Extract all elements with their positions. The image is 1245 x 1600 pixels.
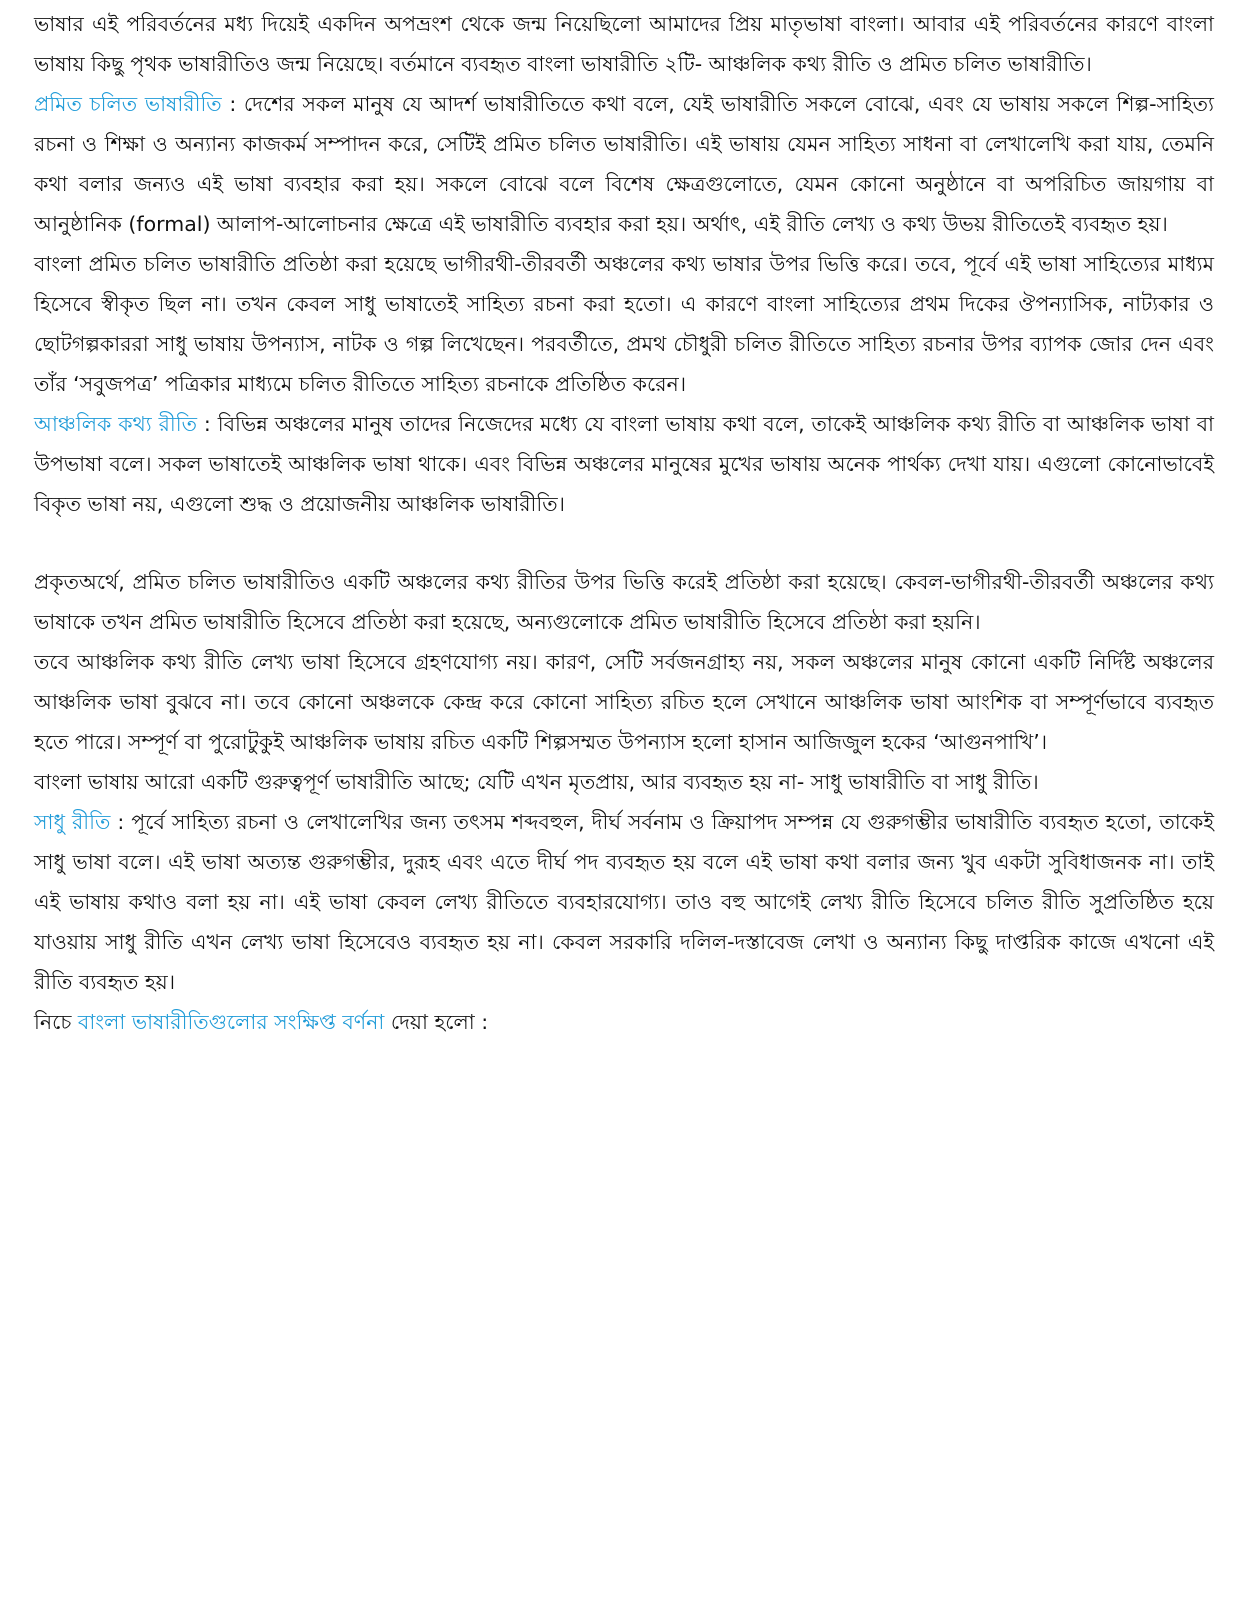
prakrita-paragraph <box>34 562 1214 642</box>
bangla-sadhu-intro-paragraph <box>34 762 1214 802</box>
pramit-history-text: বাংলা প্রমিত চলিত ভাষারীতি প্রতিষ্ঠা করা হয়েছে ভাগীরথী-তীরবর্তী অঞ্চলের কথ্য ভাষার উপর ভিত্তি করে। তবে, পূর্বে এই ভাষা সাহিত্যের মাধ্যম হিসেবে স্বীকৃত ছিল না। তখন কেবল সাধু ভাষাতেই সাহিত্য রচনা করা হতো। এ কারণে বাংলা সাহিত্যের প্রথম দিকের ঔপন্যাসিক, নাট্যকার ও ছোটগল্পকাররা সাধু ভাষায় উপন্যাস, নাটক ও গল্প লিখেছেন। পরবর্তীতে, প্রমথ চৌধুরী চলিত রীতিতে সাহিত্য রচনার উপর ব্যাপক জোর দেন এবং তাঁর ‘সবুজপত্র’ পত্রিকার মাধ্যমে চলিত রীতিতে সাহিত্য রচনাকে প্রতিষ্ঠিত করেন। <box>34 252 1214 396</box>
pramit-body: : দেশের সকল মানুষ যে আদর্শ ভাষারীতিতে কথা বলে, যেই ভাষারীতি সকলে বোঝে, এবং যে ভাষায় সকলে শিল্প-সাহিত্য রচনা ও শিক্ষা ও অন্যান্য কাজকর্ম সম্পাদন করে, সেটিই প্রমিত চলিত ভাষারীতি। এই ভাষায় যেমন সাহিত্য সাধনা বা লেখালেখি করা যায়, তেমনি কথা বলার জন্যও এই ভাষা ব্যবহার করা হয়। সকলে বোঝে বলে বিশেষ ক্ষেত্রগুলোতে, যেমন কোনো অনুষ্ঠানে বা অপরিচিত জায়গায় বা আনুষ্ঠানিক (formal) আলাপ-আলোচনার ক্ষেত্রে এই ভাষারীতি ব্যবহার করা হয়। অর্থাৎ, এই রীতি লেখ্য ও কথ্য উভয় রীতিতেই ব্যবহৃত হয়। <box>34 92 1215 236</box>
tobe-text: তবে আঞ্চলিক কথ্য রীতি লেখ্য ভাষা হিসেবে গ্রহণযোগ্য নয়। কারণ, সেটি সর্বজনগ্রাহ্য নয়, সকল অঞ্চলের মানুষ কোনো একটি নির্দিষ্ট অঞ্চলের আঞ্চলিক ভাষা বুঝবে না। তবে কোনো অঞ্চলকে কেন্দ্র করে কোনো সাহিত্য রচিত হলে সেখানে আঞ্চলিক ভাষা আংশিক বা সম্পূর্ণভাবে ব্যবহৃত হতে পারে। সম্পূর্ণ বা পুরোটুকুই আঞ্চলিক ভাষায় রচিত একটি শিল্পসম্মত উপন্যাস হলো হাসান আজিজুল হকের ‘আগুনপাখি’। <box>34 650 1214 754</box>
sadhu-heading: সাধু রীতি <box>34 810 111 834</box>
paragraph-spacer <box>34 524 1214 562</box>
anchalik-body: : বিভিন্ন অঞ্চলের মানুষ তাদের নিজেদের মধ্যে যে বাংলা ভাষায় কথা বলে, তাকেই আঞ্চলিক কথ্য রীতি বা আঞ্চলিক ভাষা বা উপভাষা বলে। সকল ভাষাতেই আঞ্চলিক ভাষা থাকে। এবং বিভিন্ন অঞ্চলের মানুষের মুখের ভাষায় অনেক পার্থক্য দেখা যায়। এগুলো কোনোভাবেই বিকৃত ভাষা নয়, এগুলো শুদ্ধ ও প্রয়োজনীয় আঞ্চলিক ভাষারীতি। <box>34 412 1215 516</box>
closing-suffix: দেয়া হলো : <box>384 1010 489 1034</box>
closing-link[interactable]: বাংলা ভাষারীতিগুলোর সংক্ষিপ্ত বর্ণনা <box>77 1010 385 1034</box>
bangla-sadhu-intro-text: বাংলা ভাষায় আরো একটি গুরুত্বপূর্ণ ভাষারীতি আছে; যেটি এখন মৃতপ্রায়, আর ব্যবহৃত হয় না- সাধু ভাষারীতি বা সাধু রীতি। <box>34 770 1039 794</box>
closing-paragraph <box>34 1002 1214 1042</box>
sadhu-body: : পূর্বে সাহিত্য রচনা ও লেখালেখির জন্য তৎসম শব্দবহুল, দীর্ঘ সর্বনাম ও ক্রিয়াপদ সম্পন্ন যে গুরুগম্ভীর ভাষারীতি ব্যবহৃত হতো, তাকেই সাধু ভাষা বলে। এই ভাষা অত্যন্ত গুরুগম্ভীর, দুরূহ এবং এতে দীর্ঘ পদ ব্যবহৃত হয় বলে এই ভাষা কথা বলার জন্য খুব একটা সুবিধাজনক না। তাই এই ভাষায় কথাও বলা হয় না। এই ভাষা কেবল লেখ্য রীতিতে ব্যবহারযোগ্য। তাও বহু আগেই লেখ্য রীতি হিসেবে চলিত রীতি সুপ্রতিষ্ঠিত হয়ে যাওয়ায় সাধু রীতি এখন লেখ্য ভাষা হিসেবেও ব্যবহৃত হয় না। কেবল সরকারি দলিল-দস্তাবেজ লেখা ও অন্যান্য কিছু দাপ্তরিক কাজে এখনো এই রীতি ব্যবহৃত হয়। <box>34 810 1214 994</box>
closing-prefix: নিচে <box>34 1010 78 1034</box>
document-page <box>34 4 1214 1042</box>
anchalik-paragraph <box>34 404 1214 524</box>
pramit-paragraph <box>34 84 1214 244</box>
prakrita-text: প্রকৃতঅর্থে, প্রমিত চলিত ভাষারীতিও একটি অঞ্চলের কথ্য রীতির উপর ভিত্তি করেই প্রতিষ্ঠা করা হয়েছে। কেবল-ভাগীরথী-তীরবর্তী অঞ্চলের কথ্য ভাষাকে তখন প্রমিত ভাষারীতি হিসেবে প্রতিষ্ঠা করা হয়েছে, অন্যগুলোকে প্রমিত ভাষারীতি হিসেবে প্রতিষ্ঠা করা হয়নি। <box>34 570 1214 634</box>
intro-text: ভাষার এই পরিবর্তনের মধ্য দিয়েই একদিন অপভ্রংশ থেকে জন্ম নিয়েছিলো আমাদের প্রিয় মাতৃভাষা বাংলা। আবার এই পরিবর্তনের কারণে বাংলা ভাষায় কিছু পৃথক ভাষারীতিও জন্ম নিয়েছে। বর্তমানে ব্যবহৃত বাংলা ভাষারীতি ২টি- আঞ্চলিক কথ্য রীতি ও প্রমিত চলিত ভাষারীতি। <box>34 12 1214 76</box>
intro-paragraph <box>34 4 1214 84</box>
sadhu-paragraph <box>34 802 1214 1002</box>
pramit-history-paragraph <box>34 244 1214 404</box>
pramit-heading: প্রমিত চলিত ভাষারীতি <box>34 92 222 116</box>
tobe-paragraph <box>34 642 1214 762</box>
anchalik-heading: আঞ্চলিক কথ্য রীতি <box>34 412 198 436</box>
